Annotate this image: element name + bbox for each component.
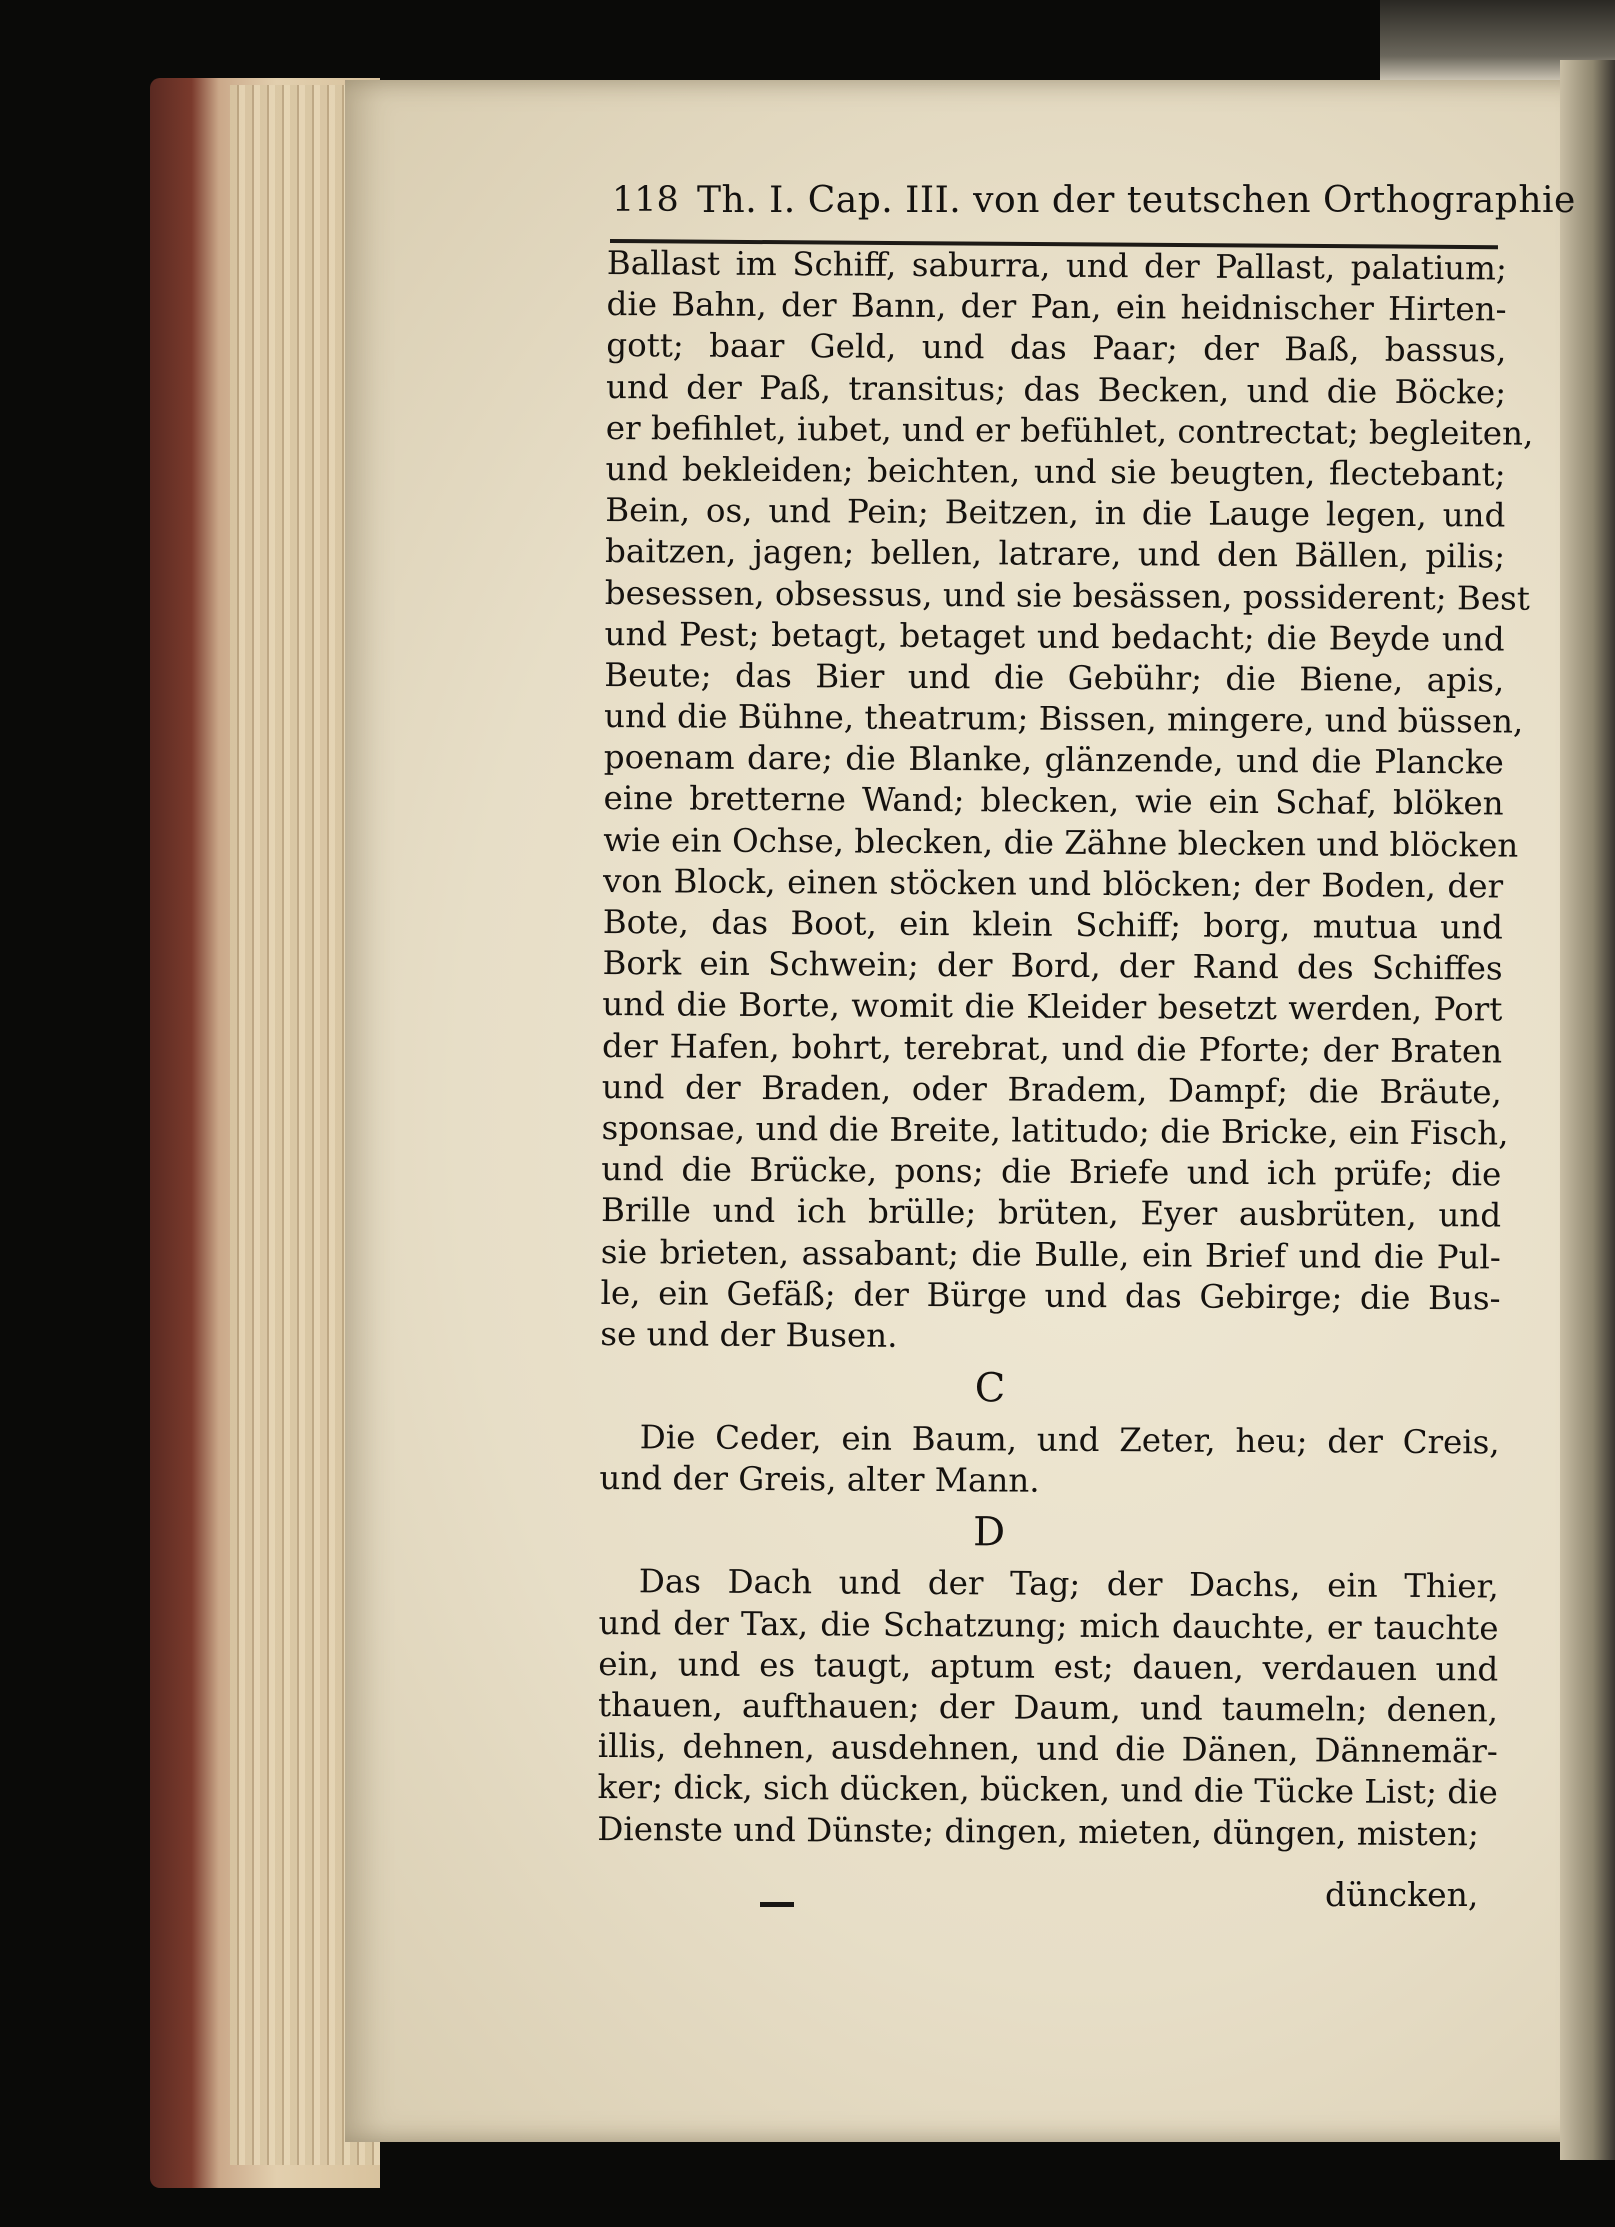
text-line: Brille und ich brülle; brüten, Eyer ausbrüten, und bbox=[600, 1191, 1502, 1235]
text-line: und der Greis, alter Mann. bbox=[599, 1459, 1040, 1500]
text-line: se und der Busen. bbox=[600, 1314, 898, 1355]
text-line: und die Brücke, pons; die Briefe und ich prüfe; die bbox=[601, 1150, 1502, 1194]
text-line: illis, dehnen, ausdehnen, und die Dänen, Dännemär- bbox=[597, 1727, 1498, 1771]
text-line: und der Paß, transitus; das Becken, und die Böcke; bbox=[606, 367, 1507, 412]
text-line: Bein, os, und Pein; Beitzen, in die Lauge legen, und bbox=[605, 491, 1506, 535]
catchword: düncken, bbox=[1325, 1875, 1479, 1914]
running-header bbox=[612, 180, 1576, 232]
text-line: baitzen, jagen; bellen, latrare, und den Bällen, pilis; bbox=[605, 532, 1506, 576]
running-title: Th. I. Cap. III. von der teutschen Orthographie bbox=[697, 180, 1576, 221]
page-body bbox=[597, 243, 1534, 1855]
text-line: er befihlet, iubet, und er befühlet, contrectat; begleiten, bbox=[605, 408, 1534, 453]
text-line: und der Braden, oder Bradem, Dampf; die Bräute, bbox=[601, 1067, 1502, 1112]
text-line: Dienste und Dünste; dingen, mieten, düngen, misten; bbox=[597, 1809, 1479, 1853]
text-line: die Bahn, der Bann, der Pan, ein heidnischer Hirten- bbox=[606, 285, 1507, 329]
page-number: 118 bbox=[612, 180, 679, 220]
text-line: sponsae, und die Breite, latitudo; die Bricke, ein Fisch, bbox=[601, 1108, 1509, 1153]
text-line: und Pest; betagt, betaget und bedacht; die Beyde und bbox=[604, 614, 1505, 659]
text-line: le, ein Gefäß; der Bürge und das Gebirge; die Bus- bbox=[600, 1273, 1501, 1318]
text-line: Bork ein Schwein; der Bord, der Rand des Schiffes bbox=[602, 944, 1503, 988]
text-line: thauen, aufthauen; der Daum, und taumeln; denen, bbox=[597, 1685, 1499, 1730]
text-line: und bekleiden; beichten, und sie beugten, flectebant; bbox=[605, 449, 1506, 494]
text-line: eine bretterne Wand; blecken, wie ein Schaf, blöken bbox=[603, 779, 1504, 823]
text-line: sie brieten, assabant; die Bulle, ein Brief und die Pul- bbox=[600, 1232, 1501, 1276]
text-line: Ballast im Schiff, saburra, und der Pallast, palatium; bbox=[606, 243, 1507, 288]
text-line: und der Tax, die Schatzung; mich dauchte, er tauchte bbox=[598, 1603, 1499, 1648]
text-line: Das Dach und der Tag; der Dachs, ein Thier, bbox=[638, 1562, 1499, 1606]
text-line: wie ein Ochse, blecken, die Zähne blecken und blöcken bbox=[603, 820, 1519, 865]
text-line: ker; dick, sich dücken, bücken, und die Tücke List; die bbox=[597, 1768, 1498, 1812]
printer-mark bbox=[760, 1902, 794, 1907]
text-line: besessen, obsessus, und sie besässen, possiderent; Best bbox=[604, 573, 1530, 618]
section-letter: D bbox=[972, 1509, 1006, 1556]
text-line: Bote, das Boot, ein klein Schiff; borg, mutua und bbox=[602, 902, 1503, 947]
text-line: poenam dare; die Blanke, glänzende, und die Plancke bbox=[603, 738, 1504, 782]
text-line: Beute; das Bier und die Gebühr; die Biene, apis, bbox=[604, 655, 1505, 700]
text-line: von Block, einen stöcken und blöcken; der Boden, der bbox=[602, 861, 1504, 906]
section-letter: C bbox=[974, 1365, 1006, 1412]
text-line: und die Borte, womit die Kleider besetzt werden, Port bbox=[602, 985, 1503, 1029]
book-gutter bbox=[1560, 60, 1615, 2160]
text-line: gott; baar Geld, und das Paar; der Baß, bassus, bbox=[606, 326, 1507, 370]
text-line: Die Ceder, ein Baum, und Zeter, heu; der Creis, bbox=[639, 1418, 1500, 1462]
text-line: ein, und es taugt, aptum est; dauen, verdauen und bbox=[598, 1644, 1499, 1689]
text-line: und die Bühne, theatrum; Bissen, mingere, und büssen, bbox=[603, 697, 1524, 741]
text-line: der Hafen, bohrt, terebrat, und die Pforte; der Braten bbox=[601, 1026, 1503, 1071]
